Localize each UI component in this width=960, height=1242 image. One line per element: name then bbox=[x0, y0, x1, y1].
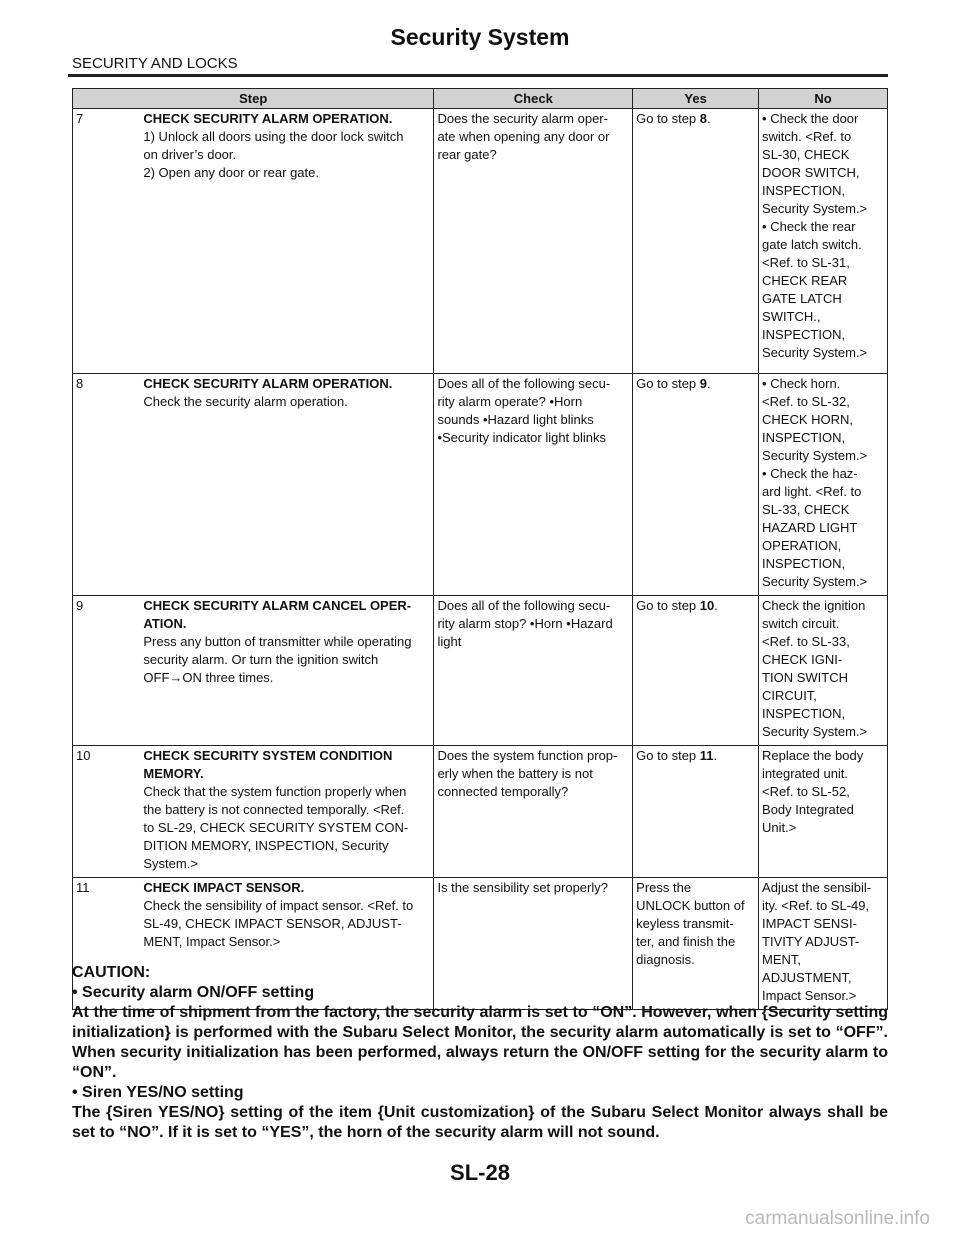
step-cell bbox=[140, 746, 434, 878]
page-title: Security System bbox=[390, 24, 570, 50]
check-cell: Does the system function prop- erly when the battery is not connected temporally? bbox=[434, 746, 633, 878]
step-body: Press any button of transmitter while operating security alarm. Or turn the ignition switch OFF→ON three times. bbox=[143, 634, 412, 685]
step-cell bbox=[140, 109, 434, 374]
table-header-row bbox=[73, 89, 888, 109]
header-rule bbox=[68, 74, 888, 77]
step-title: CHECK SECURITY ALARM OPERATION. bbox=[143, 376, 393, 391]
column-header-step: Step bbox=[73, 89, 434, 109]
yes-text: Go to step bbox=[636, 748, 700, 763]
step-title: CHECK SECURITY ALARM CANCEL OPER- ATION. bbox=[143, 598, 412, 631]
check-cell: Is the sensibility set properly? bbox=[434, 878, 633, 1010]
step-number: 10 bbox=[73, 746, 141, 878]
step-body: Check the security alarm operation. bbox=[143, 394, 348, 409]
step-body: Check that the system function properly when the battery is not connected temporally. <Ref. to SL-29, CHECK SECURITY SYSTEM CON- DITION MEMORY, INSPECTION, Security System.> bbox=[143, 784, 409, 871]
step-title: CHECK SECURITY ALARM OPERATION. bbox=[143, 111, 393, 126]
yes-text: Go to step bbox=[636, 111, 700, 126]
caution-bullet-alarm: • Security alarm ON/OFF setting bbox=[72, 984, 315, 1001]
yes-suffix: . bbox=[713, 748, 718, 763]
caution-block bbox=[72, 963, 888, 1143]
section-title: SECURITY AND LOCKS bbox=[72, 55, 238, 72]
step-number: 8 bbox=[73, 374, 141, 596]
watermark: carmanualsonline.info bbox=[745, 1208, 930, 1229]
table-row bbox=[73, 374, 888, 596]
step-cell bbox=[140, 596, 434, 746]
yes-step-link[interactable]: 8 bbox=[699, 111, 707, 126]
caution-bullet-siren: • Siren YES/NO setting bbox=[72, 1084, 244, 1101]
step-title: CHECK IMPACT SENSOR. bbox=[143, 880, 305, 895]
no-cell: Check the ignition switch circuit. <Ref. to SL-33, CHECK IGNI- TION SWITCH CIRCUIT, INSPECTION, Security System.> bbox=[759, 596, 888, 746]
step-body: Check the sensibility of impact sensor. <Ref. to SL-49, CHECK IMPACT SENSOR, ADJUST- MENT, Impact Sensor.> bbox=[143, 898, 414, 949]
column-header-check: Check bbox=[434, 89, 633, 109]
no-cell: • Check the door switch. <Ref. to SL-30, CHECK DOOR SWITCH, INSPECTION, Security System.> • Check the rear gate latch switch. <Ref. to SL-31, CHECK REAR GATE LATCH SWITCH., INSPECTION, Security System.> bbox=[759, 109, 888, 374]
step-number: 9 bbox=[73, 596, 141, 746]
step-cell bbox=[140, 374, 434, 596]
check-cell: Does the security alarm oper- ate when opening any door or rear gate? bbox=[434, 109, 633, 374]
step-body: 1) Unlock all doors using the door lock switch on driver’s door. 2) Open any door or rear gate. bbox=[143, 129, 404, 180]
no-cell: Replace the body integrated unit. <Ref. to SL-52, Body Integrated Unit.> bbox=[759, 746, 888, 878]
table-row bbox=[73, 109, 888, 374]
diagnostic-table bbox=[72, 88, 888, 1010]
caution-paragraph-siren: The {Siren YES/NO} setting of the item {Unit customization} of the Subaru Select Monitor always shall be set to “NO”. If it is set to “YES”, the horn of the security alarm will not sound. bbox=[72, 1104, 888, 1141]
step-title: CHECK SECURITY SYSTEM CONDITION MEMORY. bbox=[143, 748, 393, 781]
yes-cell bbox=[633, 746, 759, 878]
step-number: 7 bbox=[73, 109, 141, 374]
yes-step-link[interactable]: 10 bbox=[699, 598, 715, 613]
yes-suffix: . bbox=[707, 376, 711, 391]
yes-cell bbox=[633, 374, 759, 596]
yes-text: Press the UNLOCK button of keyless transmit- ter, and finish the diagnosis. bbox=[636, 880, 745, 967]
check-cell: Does all of the following secu- rity alarm stop? •Horn •Hazard light bbox=[434, 596, 633, 746]
column-header-no: No bbox=[759, 89, 888, 109]
table-row bbox=[73, 596, 888, 746]
page-number: SL-28 bbox=[450, 1160, 510, 1185]
yes-step-link[interactable]: 11 bbox=[699, 748, 714, 763]
check-cell: Does all of the following secu- rity alarm operate? •Horn sounds •Hazard light blinks •Security indicator light blinks bbox=[434, 374, 633, 596]
yes-cell bbox=[633, 109, 759, 374]
step-number: 11 bbox=[73, 878, 141, 1010]
yes-step-link[interactable]: 9 bbox=[699, 376, 707, 391]
column-header-yes: Yes bbox=[633, 89, 759, 109]
yes-suffix: . bbox=[714, 598, 718, 613]
caution-heading: CAUTION: bbox=[72, 964, 151, 981]
no-cell: Adjust the sensibil- ity. <Ref. to SL-49, IMPACT SENSI- TIVITY ADJUST- MENT, ADJUSTMENT, Impact Sensor.> bbox=[759, 878, 888, 1010]
table-row bbox=[73, 746, 888, 878]
yes-suffix: . bbox=[707, 111, 711, 126]
no-cell: • Check horn. <Ref. to SL-32, CHECK HORN, INSPECTION, Security System.> • Check the haz- ard light. <Ref. to SL-33, CHECK HAZARD LIGHT OPERATION, INSPECTION, Security System.> bbox=[759, 374, 888, 596]
yes-text: Go to step bbox=[636, 598, 700, 613]
yes-cell bbox=[633, 596, 759, 746]
caution-paragraph-alarm: At the time of shipment from the factory, the security alarm is set to “ON”. However, when {Security setting initialization} is performed with the Subaru Select Monitor, the security alarm automatically is set to “OFF”. When security initialization has been performed, always return the ON/OFF setting for the security alarm to “ON”. bbox=[72, 1004, 888, 1081]
yes-text: Go to step bbox=[636, 376, 700, 391]
